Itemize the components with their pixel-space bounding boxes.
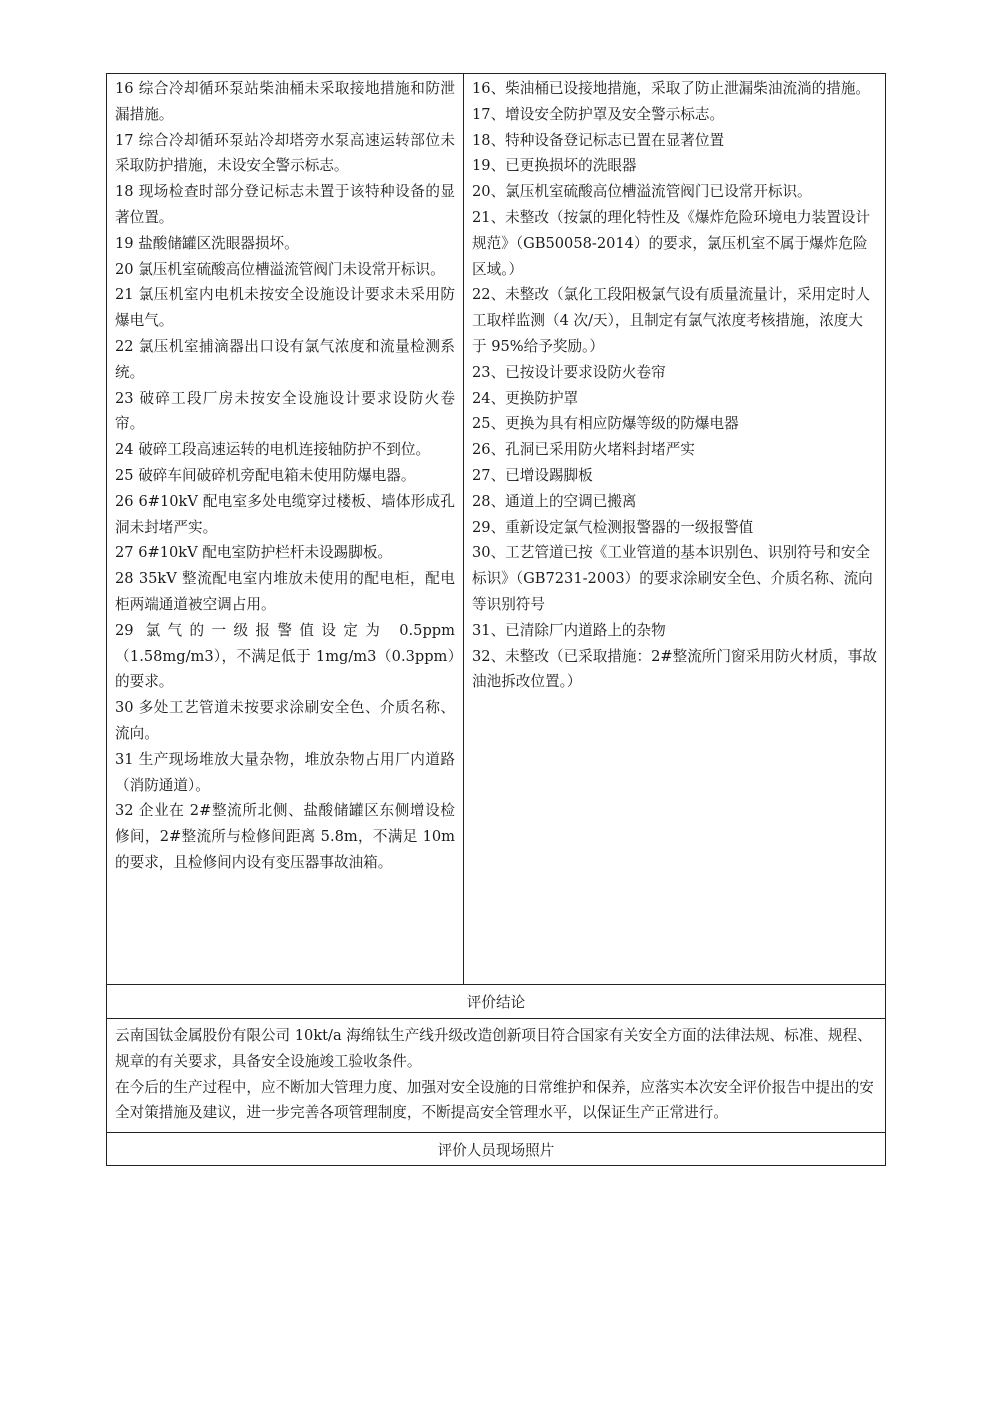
rectification-item: 26、孔洞已采用防火堵料封堵严实 xyxy=(472,441,695,459)
rectification-item: 32、未整改（已采取措施：2#整流所门窗采用防火材质，事故油池拆改位置。） xyxy=(472,647,877,691)
issue-item: 30 多处工艺管道未按要求涂刷安全色、介质名称、流向。 xyxy=(115,699,455,742)
issue-item: 17 综合冷却循环泵站冷却塔旁水泵高速运转部位未采取防护措施，未设安全警示标志。 xyxy=(115,131,455,175)
rectification-item: 27、已增设踢脚板 xyxy=(472,466,593,484)
photo-heading: 评价人员现场照片 xyxy=(437,1141,555,1159)
issue-item: 19 盐酸储罐区洗眼器损坏。 xyxy=(115,234,299,252)
rectification-item: 29、重新设定氯气检测报警器的一级报警值 xyxy=(472,518,754,536)
issue-item: 23 破碎工段厂房未按安全设施设计要求设防火卷帘。 xyxy=(115,389,455,433)
issues-column xyxy=(107,74,464,984)
rectification-item: 24、更换防护罩 xyxy=(472,389,579,407)
issue-item: 29 氯气的一级报警值设定为 0.5ppm（1.58mg/m3），不满足低于 1mg/m3（0.3ppm）的要求。 xyxy=(115,621,455,691)
issue-item: 18 现场检查时部分登记标志未置于该特种设备的显著位置。 xyxy=(115,183,455,226)
issue-item: 22 氯压机室捕滴器出口设有氯气浓度和流量检测系统。 xyxy=(115,337,455,381)
rectification-item: 23、已按设计要求设防火卷帘 xyxy=(472,363,666,381)
issue-item: 31 生产现场堆放大量杂物，堆放杂物占用厂内道路（消防通道）。 xyxy=(115,750,455,794)
issue-item: 28 35kV 整流配电室内堆放未使用的配电柜，配电柜两端通道被空调占用。 xyxy=(115,570,455,613)
issue-item: 25 破碎车间破碎机旁配电箱未使用防爆电器。 xyxy=(115,466,416,484)
issue-item: 16 综合冷却循环泵站柴油桶未采取接地措施和防泄漏措施。 xyxy=(115,80,455,123)
rectification-item: 25、更换为具有相应防爆等级的防爆电器 xyxy=(472,415,739,433)
conclusion-paragraph: 在今后的生产过程中，应不断加大管理力度、加强对安全设施的日常维护和保养，应落实本次安全评价报告中提出的安全对策措施及建议，进一步完善各项管理制度，不断提高安全管理水平，以保证生产正常进行。 xyxy=(115,1078,874,1122)
conclusion-heading: 评价结论 xyxy=(107,985,885,1019)
rectification-item: 17、增设安全防护罩及安全警示标志。 xyxy=(472,105,725,123)
rectification-item: 19、已更换损坏的洗眼器 xyxy=(472,157,637,175)
rectification-item: 21、未整改（按氯的理化特性及《爆炸危险环境电力装置设计规范》（GB50058-2014）的要求，氯压机室不属于爆炸危险区域。） xyxy=(472,208,871,278)
issue-item: 32 企业在 2#整流所北侧、盐酸储罐区东侧增设检修间，2#整流所与检修间距离 5.8m，不满足 10m 的要求，且检修间内设有变压器事故油箱。 xyxy=(115,802,460,871)
issue-item: 24 破碎工段高速运转的电机连接轴防护不到位。 xyxy=(115,441,431,459)
issues-rectification-row xyxy=(107,74,885,985)
issue-item: 21 氯压机室内电机未按安全设施设计要求未采用防爆电气。 xyxy=(115,286,455,330)
rectification-column xyxy=(464,74,885,984)
evaluation-table xyxy=(106,73,886,1166)
rectification-item: 16、柴油桶已设接地措施，采取了防止泄漏柴油流淌的措施。 xyxy=(472,80,871,97)
rectification-item: 30、工艺管道已按《工业管道的基本识别色、识别符号和安全标识》（GB7231-2003）的要求涂刷安全色、介质名称、流向等识别符号 xyxy=(472,544,873,613)
rectification-item: 22、未整改（氯化工段阳极氯气设有质量流量计，采用定时人工取样监测（4 次/天），且制定有氯气浓度考核措施，浓度大于 95%给予奖励。） xyxy=(472,286,871,355)
issue-item: 27 6#10kV 配电室防护栏杆未设踢脚板。 xyxy=(115,544,393,562)
issue-item: 26 6#10kV 配电室多处电缆穿过楼板、墙体形成孔洞未封堵严实。 xyxy=(115,492,455,536)
conclusion-body xyxy=(107,1019,885,1133)
rectification-item: 20、氯压机室硫酸高位槽溢流管阀门已设常开标识。 xyxy=(472,183,812,201)
conclusion-paragraph: 云南国钛金属股份有限公司 10kt/a 海绵钛生产线升级改造创新项目符合国家有关安全方面的法律法规、标准、规程、规章的有关要求，具备安全设施竣工验收条件。 xyxy=(115,1027,872,1070)
issue-item: 20 氯压机室硫酸高位槽溢流管阀门未设常开标识。 xyxy=(115,260,445,278)
rectification-item: 18、特种设备登记标志已置在显著位置 xyxy=(472,131,725,149)
rectification-item: 31、已清除厂内道路上的杂物 xyxy=(472,621,666,639)
rectification-item: 28、通道上的空调已搬离 xyxy=(472,492,637,510)
